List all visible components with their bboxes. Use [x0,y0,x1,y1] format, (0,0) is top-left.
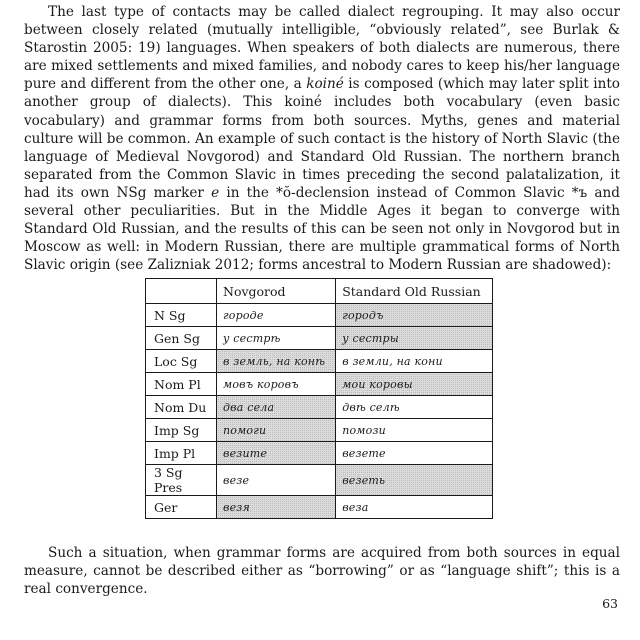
novgorod-form: мовъ коровъ [217,373,336,396]
table-row [146,327,493,350]
table-row [146,465,493,496]
nsg-marker: e [211,184,220,201]
novgorod-form: в земль, на конѣ [217,350,336,373]
standard-form: двѣ селѣ [336,396,493,419]
standard-form: везете [336,442,493,465]
table-row [146,442,493,465]
standard-form: везеть [336,465,493,496]
standard-form: помози [336,419,493,442]
novgorod-form: везе [217,465,336,496]
table-header-row [146,279,493,304]
table-header-standard: Standard Old Russian [336,279,493,304]
novgorod-form: помоги [217,419,336,442]
table-row [146,496,493,519]
table-header-cell [146,279,217,304]
row-label: Loc Sg [146,350,217,373]
novgorod-form: везите [217,442,336,465]
novgorod-form: у сестрѣ [217,327,336,350]
table-header-novgorod: Novgorod [217,279,336,304]
paragraph-text: The last type of contacts may be called dialect regrouping. It may also occur between closely related (mutually intelligible, “obviously related”, see Burlak & Starostin 2005: 19) languages. When speakers of both dialects are numerous, there are mixed settlements and mixed families, and nobody cares to keep his/her language pure and different from the other one, a [24,4,620,93]
table-row [146,304,493,327]
paragraph-text: is composed (which may later split into another group of dialects). This koiné includes both vocabulary (even basic vocabulary) and grammar forms from both sources. Myths, genes and material culture will be common. An example of such contact is the history of North Slavic (the language of Medieval Novgorod) and Standard Old Russian. The northern branch separated from the Common Slavic in times preceding the second palatalization, it had its own NSg marker [24,76,620,201]
row-label: Gen Sg [146,327,217,350]
table-row [146,373,493,396]
row-label: Nom Du [146,396,217,419]
row-label: 3 Sg Pres [146,465,217,496]
novgorod-form: везя [217,496,336,519]
standard-form: у сестры [336,327,493,350]
row-label: Ger [146,496,217,519]
koine-term: koiné [306,76,344,93]
novgorod-form: два села [217,396,336,419]
table-row [146,350,493,373]
row-label: Imp Pl [146,442,217,465]
table-row [146,396,493,419]
standard-form: мои коровы [336,373,493,396]
table-row [146,419,493,442]
body-paragraph-1 [24,3,620,274]
standard-form: городъ [336,304,493,327]
row-label: N Sg [146,304,217,327]
grammar-forms-table [145,278,493,519]
body-paragraph-2: Such a situation, when grammar forms are acquired from both sources in equal measure, cannot be described either as “borrowing” or as “language shift”; this is a real convergence. [24,545,620,598]
novgorod-form: городе [217,304,336,327]
standard-form: веза [336,496,493,519]
row-label: Imp Sg [146,419,217,442]
page-number: 63 [602,596,618,611]
standard-form: в земли, на кони [336,350,493,373]
paragraph-text: in the *ŏ-declension instead of Common Slavic *ъ and several other peculiarities. But in the Middle Ages it began to converge with Standard Old Russian, and the results of this can be seen not only in Novgorod but in Moscow as well: in Modern Russian, there are multiple grammatical forms of North Slavic origin (see Zalizniak 2012; forms ancestral to Modern Russian are shadowed): [24,184,620,274]
row-label: Nom Pl [146,373,217,396]
